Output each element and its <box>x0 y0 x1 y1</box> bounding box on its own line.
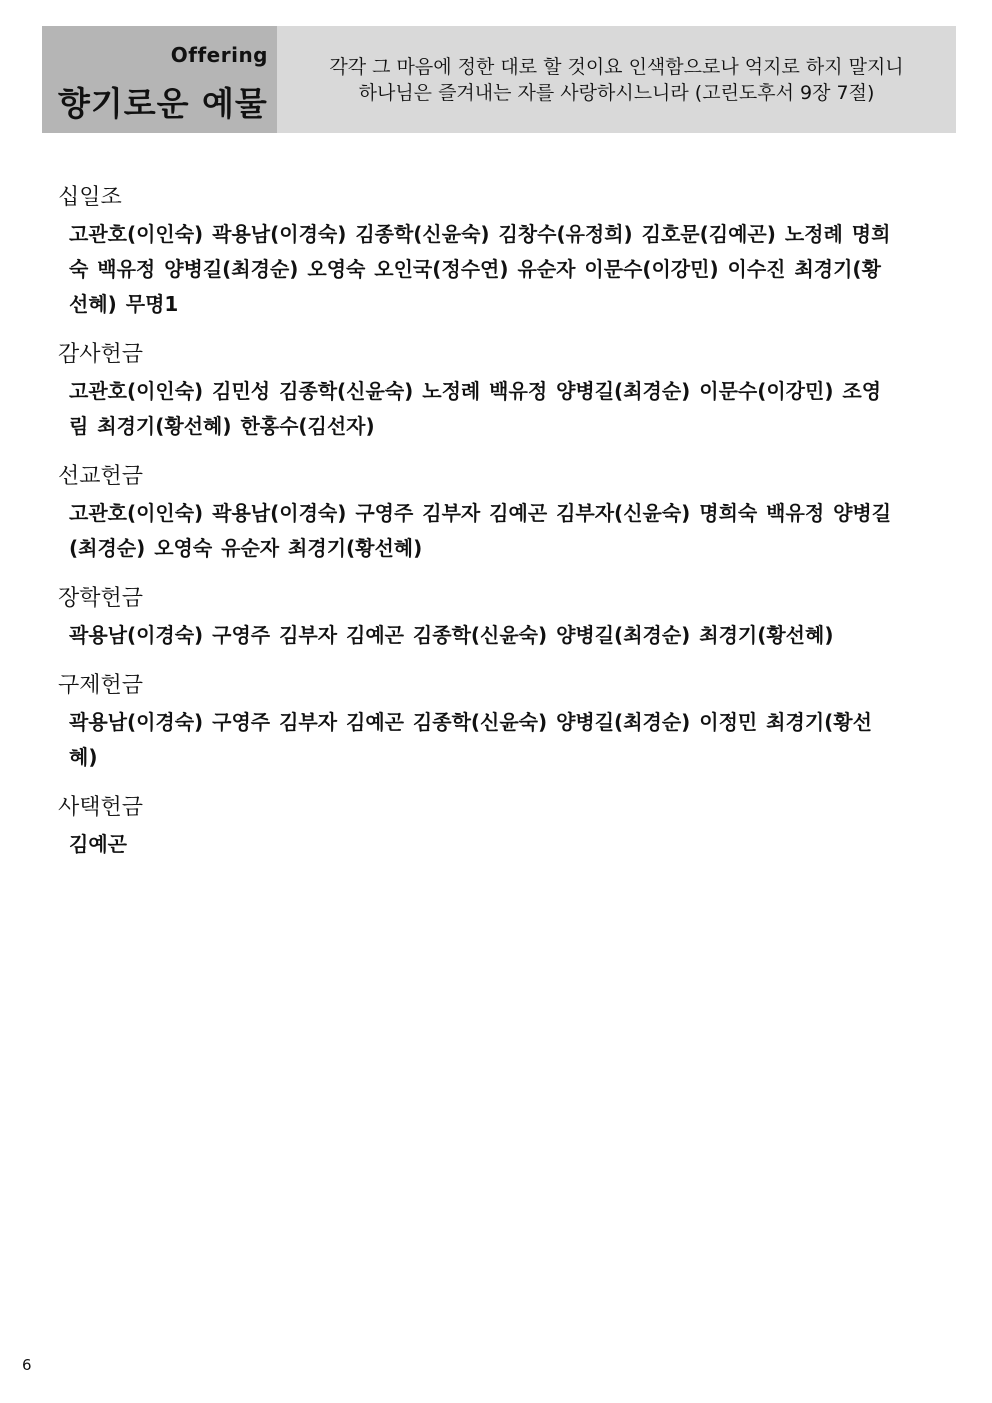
verse-line-2: 하나님은 즐겨내는 자를 사랑하시느니라 (고린도후서 9장 7절) <box>358 81 875 104</box>
section-mission <box>58 462 938 566</box>
header-subtitle: Offering <box>170 43 268 67</box>
verse-line-1: 각각 그 마음에 정한 대로 할 것이요 인색함으로나 억지로 하지 말지니 <box>329 55 904 78</box>
section-title: 십일조 <box>58 185 122 210</box>
donor-list: 곽용남(이경숙) 구영주 김부자 김예곤 김종학(신윤숙) 양병길(최경순) 최경기(황선혜) <box>69 623 834 647</box>
donor-list: 고관호(이인숙) 곽용남(이경숙) 구영주 김부자 김예곤 김부자(신윤숙) 명희숙 백유정 양병길(최경순) 오영숙 유순자 최경기(황선혜) <box>69 501 892 560</box>
header-title-block <box>42 26 277 133</box>
section-scholarship <box>58 584 938 653</box>
donor-list: 고관호(이인숙) 곽용남(이경숙) 김종학(신윤숙) 김창수(유정희) 김호문(김예곤) 노정례 명희숙 백유정 양병길(최경순) 오영숙 오인국(정수연) 유순자 이문수(이강민) 이수진 최경기(황선혜) 무명1 <box>69 222 891 316</box>
section-title: 선교헌금 <box>58 464 144 489</box>
section-title: 감사헌금 <box>58 342 144 367</box>
offering-sections <box>58 183 938 880</box>
section-tithe <box>58 183 938 322</box>
page-title: 향기로운 예물 <box>58 84 268 123</box>
section-title: 구제헌금 <box>58 673 144 698</box>
section-parsonage <box>58 793 938 862</box>
donor-list: 김예곤 <box>69 832 127 856</box>
page-number: 6 <box>22 1356 32 1374</box>
section-thanksgiving <box>58 340 938 444</box>
section-title: 장학헌금 <box>58 586 144 611</box>
donor-list: 고관호(이인숙) 김민성 김종학(신윤숙) 노정례 백유정 양병길(최경순) 이문수(이강민) 조영림 최경기(황선혜) 한홍수(김선자) <box>69 379 882 438</box>
section-title: 사택헌금 <box>58 795 144 820</box>
offering-header <box>42 26 956 133</box>
donor-list: 곽용남(이경숙) 구영주 김부자 김예곤 김종학(신윤숙) 양병길(최경순) 이정민 최경기(황선혜) <box>69 710 872 769</box>
bible-verse <box>277 26 956 133</box>
section-relief <box>58 671 938 775</box>
